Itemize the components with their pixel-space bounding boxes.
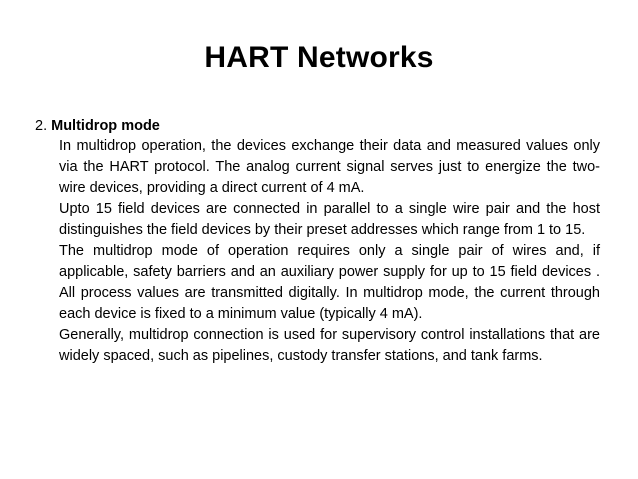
section-title: Multidrop mode <box>51 118 160 134</box>
paragraph-field-devices: Upto 15 field devices are connected in parallel to a single wire pair and the host distinguishes the field devices by their preset addresses which range from 1 to 15. <box>59 201 600 238</box>
paragraph-supervisory-control: Generally, multidrop connection is used for supervisory control installations that are widely spaced, such as pipelines, custody transfer stations, and tank farms. <box>59 327 600 364</box>
section-heading <box>35 116 160 136</box>
section-number: 2. <box>35 118 48 134</box>
paragraph-multidrop-operation: In multidrop operation, the devices exchange their data and measured values only via the HART protocol. The analog current signal serves just to energize the two-wire devices, providing a direct current of 4 mA. <box>59 138 600 196</box>
slide-title: HART Networks <box>204 41 434 74</box>
paragraph-single-pair-wires: The multidrop mode of operation requires only a single pair of wires and, if applicable, safety barriers and an auxiliary power supply for up to 15 field devices . All process values are transmitted digitally. In multidrop mode, the current through each device is fixed to a minimum value (typically 4 mA). <box>59 243 600 322</box>
body-text <box>59 136 600 367</box>
